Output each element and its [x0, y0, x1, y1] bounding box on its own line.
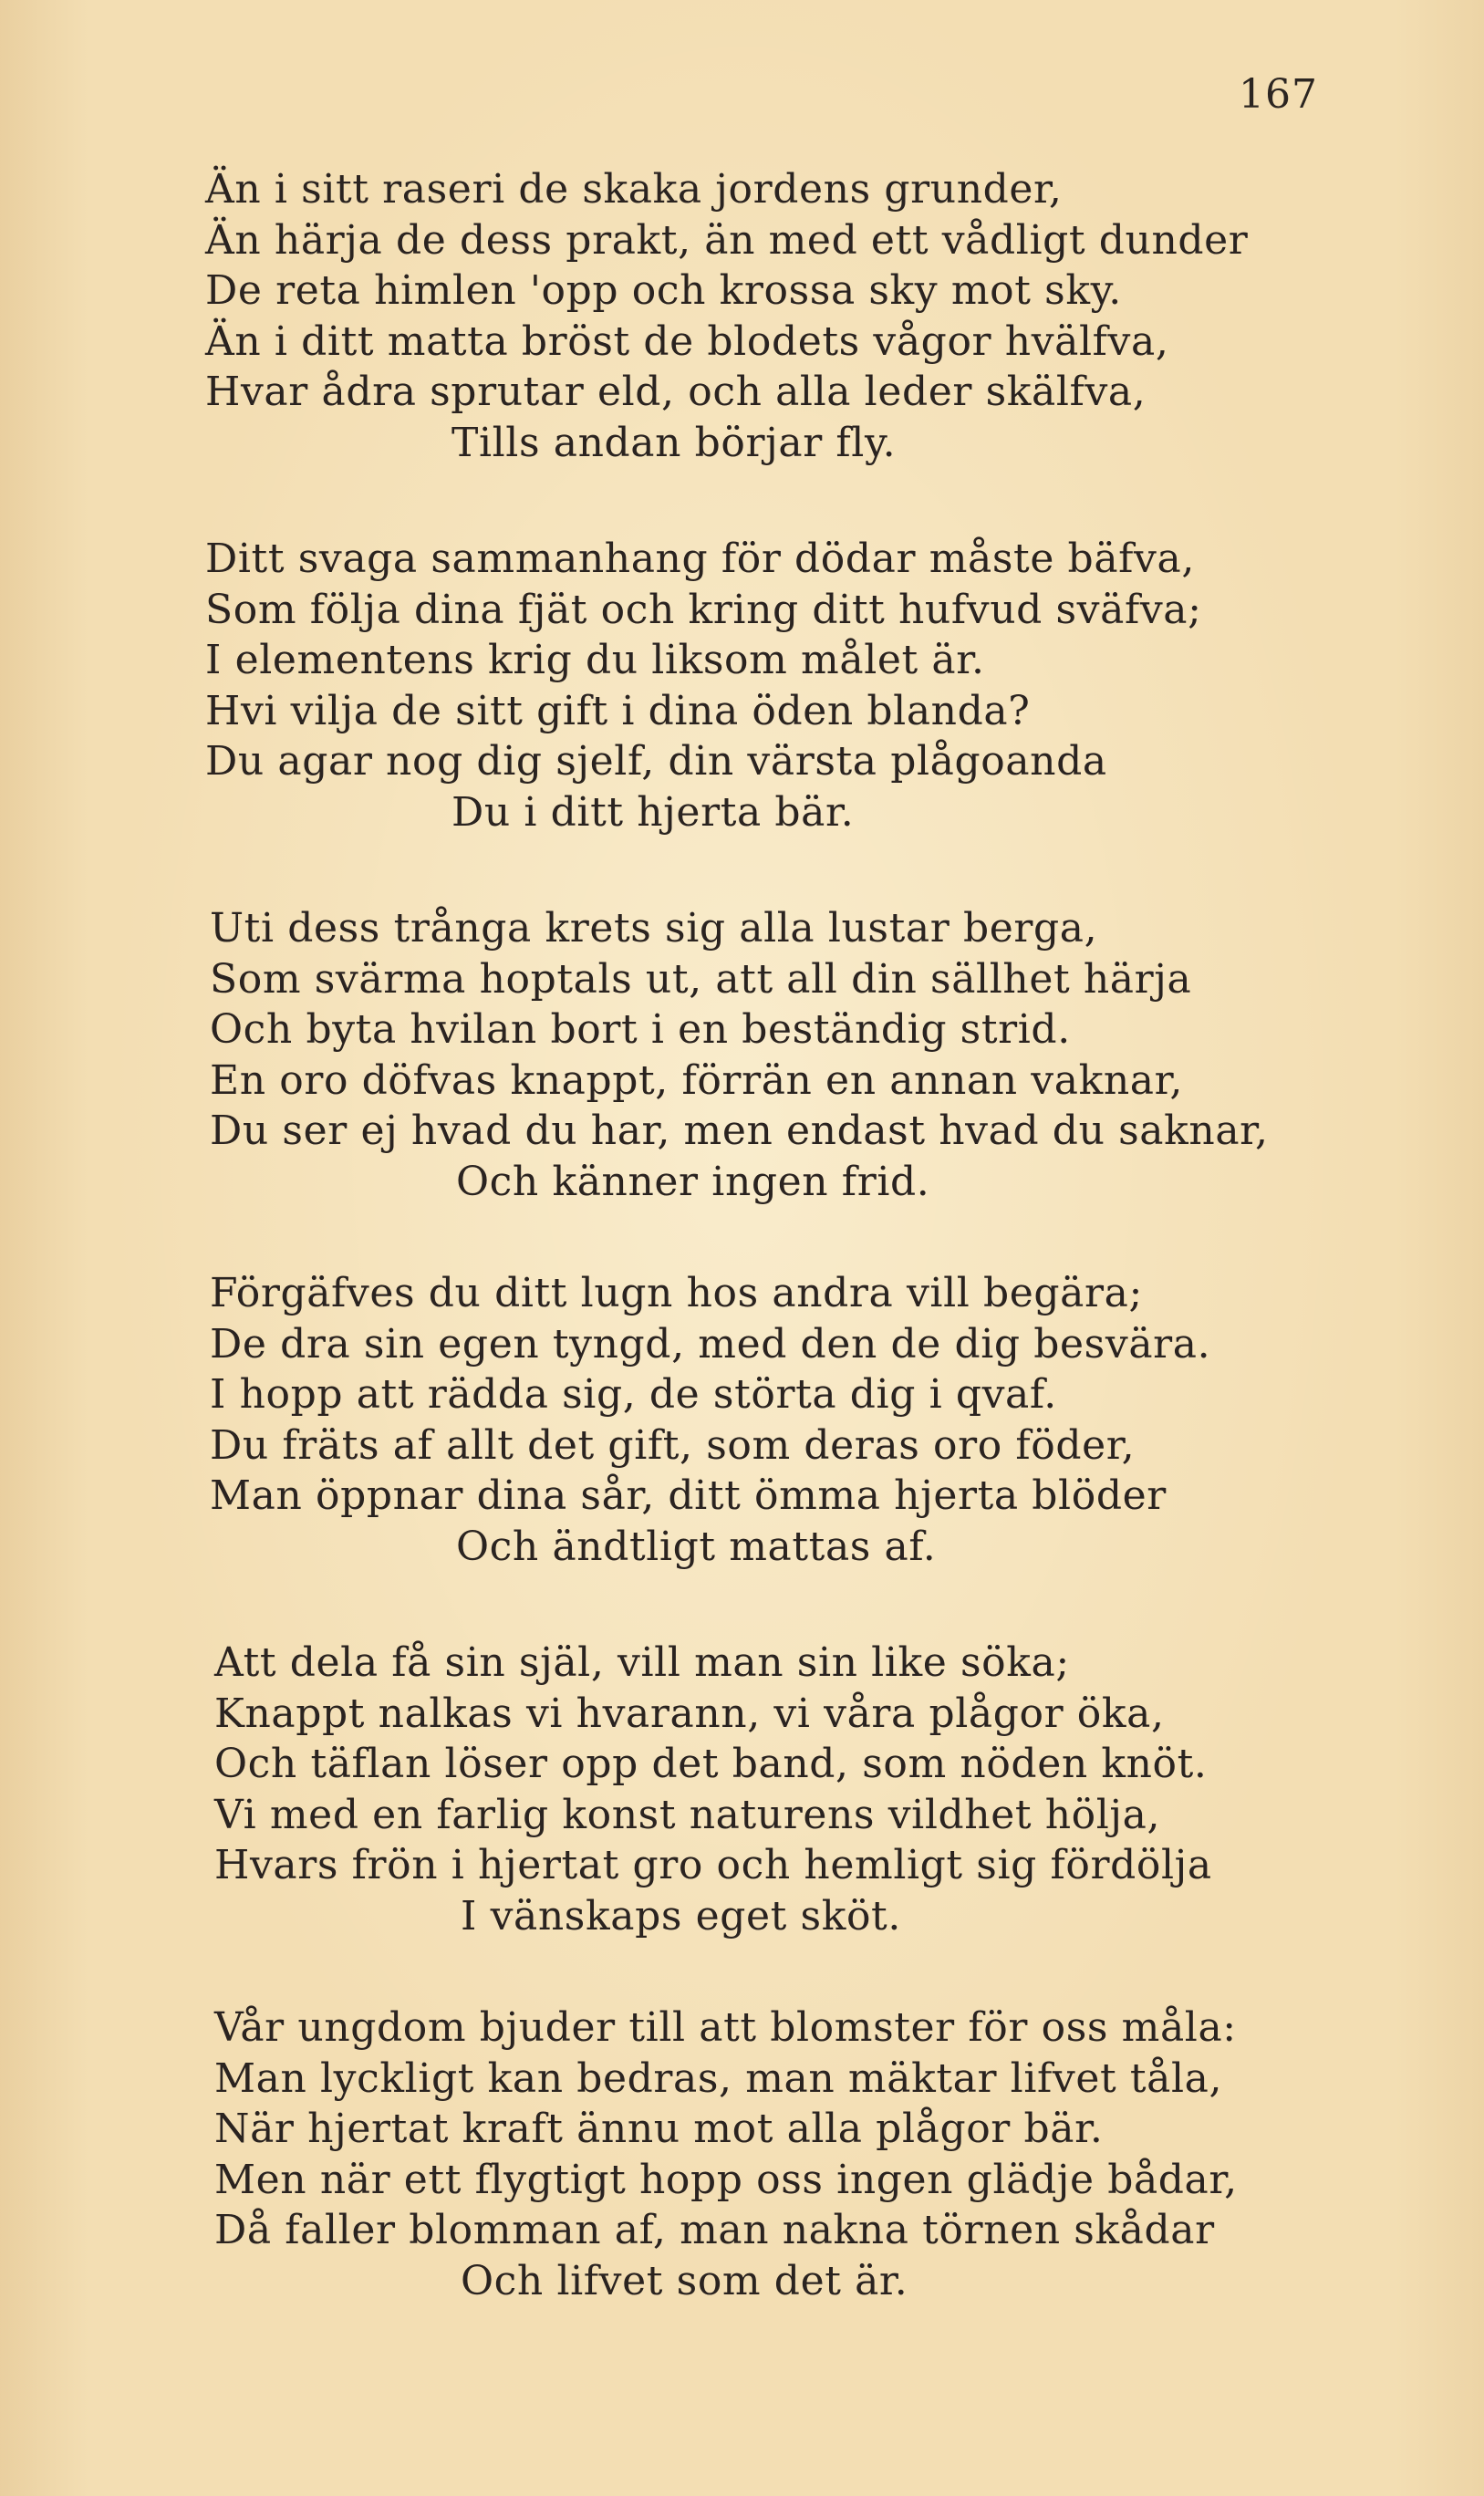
verse-line: Då faller blomman af, man nakna törnen skådar	[214, 2207, 1215, 2253]
verse-line: Ditt svaga sammanhang för dödar måste bäfva,	[205, 536, 1195, 582]
stanza-1	[205, 164, 1382, 468]
verse-line: Än i sitt raseri de skaka jordens grunder,	[205, 166, 1063, 213]
verse-line: En oro döfvas knappt, förrän en annan vaknar,	[210, 1056, 1183, 1104]
verse-line: Hvars frön i hjertat gro och hemligt sig fördölja	[214, 1842, 1212, 1888]
verse-line: Vi med en farlig konst naturens vildhet hölja,	[214, 1791, 1161, 1838]
verse-line: Som svärma hoptals ut, att all din sällhet härja	[210, 955, 1192, 1003]
verse-line: Hvar ådra sprutar eld, och alla leder skälfva,	[205, 369, 1147, 415]
verse-line: Förgäfves du ditt lugn hos andra vill begära;	[210, 1270, 1143, 1316]
stanza-6	[214, 2002, 1391, 2306]
verse-line: Knappt nalkas vi hvarann, vi våra plågor öka,	[214, 1690, 1165, 1737]
verse-line: Man öppnar dina sår, ditt ömma hjerta blöder	[210, 1472, 1167, 1519]
verse-line: De dra sin egen tyngd, med den de dig besvära.	[210, 1320, 1211, 1368]
verse-line: Uti dess trånga krets sig alla lustar berga,	[210, 905, 1098, 952]
verse-line: Du ser ej hvad du har, men endast hvad du saknar,	[210, 1108, 1269, 1154]
verse-line-refrain: Du i ditt hjerta bär.	[451, 788, 855, 836]
verse-line: De reta himlen 'opp och krossa sky mot sky.	[205, 267, 1122, 314]
verse-line: Man lyckligt kan bedras, man mäktar lifvet tåla,	[214, 2054, 1223, 2102]
verse-line: Hvi vilja de sitt gift i dina öden blanda?	[205, 687, 1031, 734]
verse-line: När hjertat kraft ännu mot alla plågor bär.	[214, 2106, 1104, 2152]
verse-line: Som följa dina fjät och kring ditt hufvud sväfva;	[205, 586, 1202, 633]
verse-line: Du fräts af allt det gift, som deras oro föder,	[210, 1421, 1136, 1469]
verse-line-refrain: Och ändtligt mattas af.	[456, 1523, 937, 1570]
verse-line: Och täflan löser opp det band, som nöden knöt.	[214, 1741, 1208, 1787]
verse-line-refrain: Och känner ingen frid.	[456, 1158, 930, 1205]
stanza-5	[214, 1638, 1391, 1941]
stanza-4	[210, 1268, 1386, 1572]
verse-line: I hopp att rädda sig, de störta dig i qvaf.	[210, 1371, 1057, 1418]
verse-line: Än i ditt matta bröst de blodets vågor hvälfva,	[205, 317, 1169, 365]
verse-line: Än härja de dess prakt, än med ett vådligt dunder	[205, 216, 1249, 264]
verse-line: Men när ett flygtigt hopp oss ingen glädje bådar,	[214, 2156, 1238, 2203]
verse-line-refrain: Tills andan börjar fly.	[451, 419, 897, 466]
verse-line: Du agar nog dig sjelf, din värsta plågoanda	[205, 738, 1107, 785]
verse-line: Vår ungdom bjuder till att blomster för oss måla:	[214, 2004, 1237, 2051]
stanza-2	[205, 534, 1382, 837]
verse-line-refrain: I vänskaps eget sköt.	[461, 1892, 901, 1940]
verse-line: Att dela få sin själ, vill man sin like söka;	[214, 1639, 1070, 1686]
verse-line: Och byta hvilan bort i en beständig strid.	[210, 1006, 1071, 1053]
page-number: 167	[1239, 71, 1318, 118]
verse-line: I elementens krig du liksom målet är.	[205, 637, 985, 683]
stanza-3	[210, 903, 1386, 1207]
verse-line-refrain: Och lifvet som det är.	[461, 2257, 908, 2304]
